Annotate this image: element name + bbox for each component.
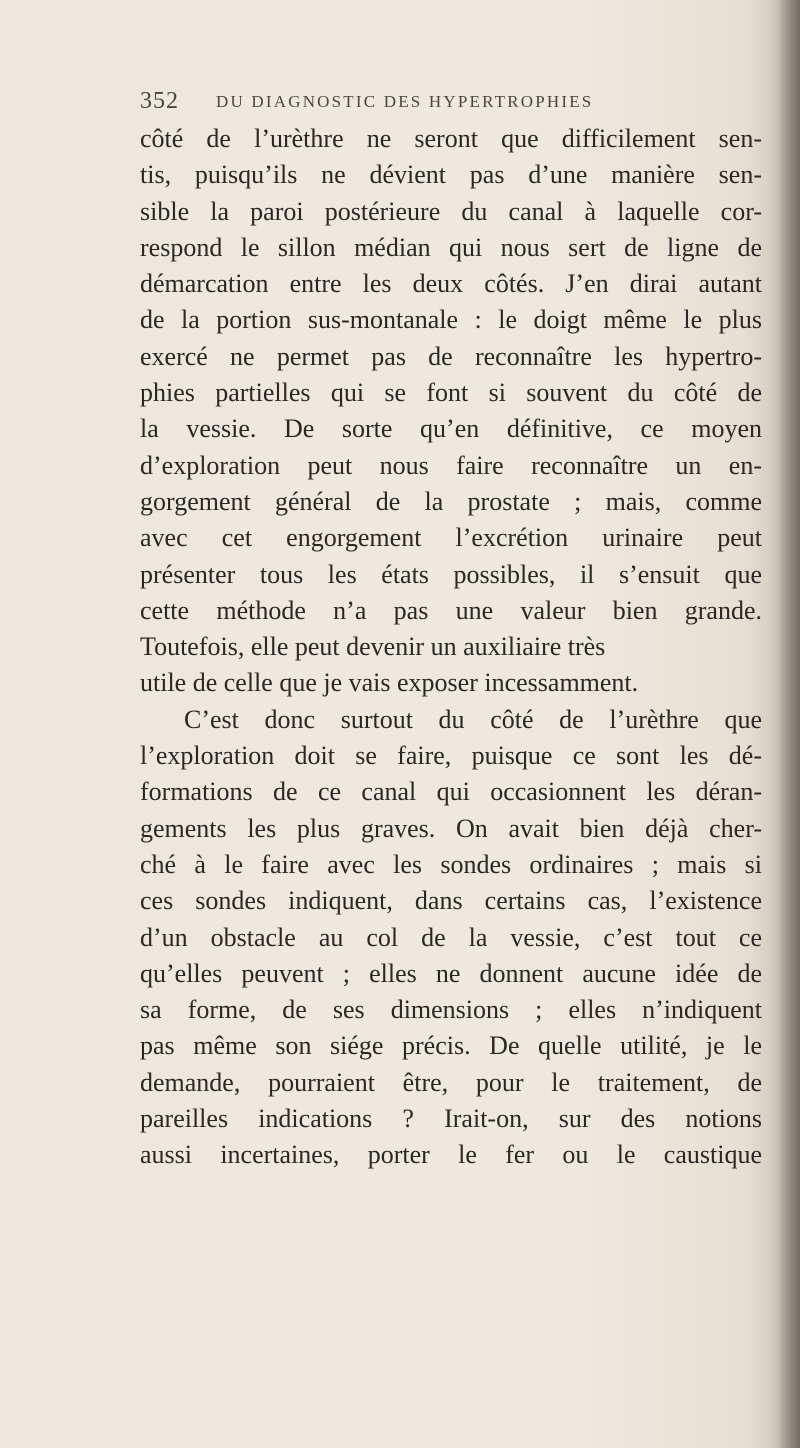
text-line: cette méthode n’a pas une valeur bien grande. [140,595,762,625]
page-header [140,88,740,118]
text-line: aussi incertaines, porter le fer ou le caustique [140,1140,762,1170]
text-line: demande, pourraient être, pour le traitement, de [140,1067,762,1097]
text-line: l’exploration doit se faire, puisque ce sont les dé- [140,741,762,771]
paragraph-start-line: C’est donc surtout du côté de l’urèthre que [184,704,762,734]
text-line: d’exploration peut nous faire reconnaître un en- [140,450,762,480]
text-line: de la portion sus-montanale : le doigt même le plus [140,305,762,335]
page-number: 352 [140,88,179,114]
text-line: présenter tous les états possibles, il s’ensuit que [140,559,762,589]
text-line: ces sondes indiquent, dans certains cas, l’existence [140,886,762,916]
page-gutter-shadow [778,0,800,1448]
text-line: ché à le faire avec les sondes ordinaires ; mais si [140,849,762,879]
text-line: pareilles indications ? Irait-on, sur des notions [140,1104,762,1134]
text-line: avec cet engorgement l’excrétion urinaire peut [140,523,762,553]
text-line: la vessie. De sorte qu’en définitive, ce moyen [140,414,762,444]
text-line: sible la paroi postérieure du canal à laquelle cor- [140,196,762,226]
text-line: gorgement général de la prostate ; mais, comme [140,486,762,516]
text-line: qu’elles peuvent ; elles ne donnent aucune idée de [140,958,762,988]
text-line: pas même son siége précis. De quelle utilité, je le [140,1031,762,1061]
text-line: respond le sillon médian qui nous sert de ligne de [140,232,762,262]
text-line: gements les plus graves. On avait bien déjà cher- [140,813,762,843]
body-text [140,121,762,1174]
text-line: côté de l’urèthre ne seront que difficilement sen- [140,124,762,153]
paragraph-end-line: utile de celle que je vais exposer incessamment. [140,668,639,698]
text-line: phies partielles qui se font si souvent du côté de [140,378,762,408]
text-line: tis, puisqu’ils ne dévient pas d’une manière sen- [140,160,762,190]
text-line: exercé ne permet pas de reconnaître les hypertro- [140,341,762,371]
running-title: DU DIAGNOSTIC DES HYPERTROPHIES [216,92,594,111]
text-line: démarcation entre les deux côtés. J’en dirai autant [140,269,762,299]
paragraph-end-line: Toutefois, elle peut devenir un auxiliaire très [140,632,606,662]
text-line: sa forme, de ses dimensions ; elles n’indiquent [140,995,762,1025]
text-line: d’un obstacle au col de la vessie, c’est tout ce [140,922,762,952]
text-line: formations de ce canal qui occasionnent les déran- [140,777,762,807]
